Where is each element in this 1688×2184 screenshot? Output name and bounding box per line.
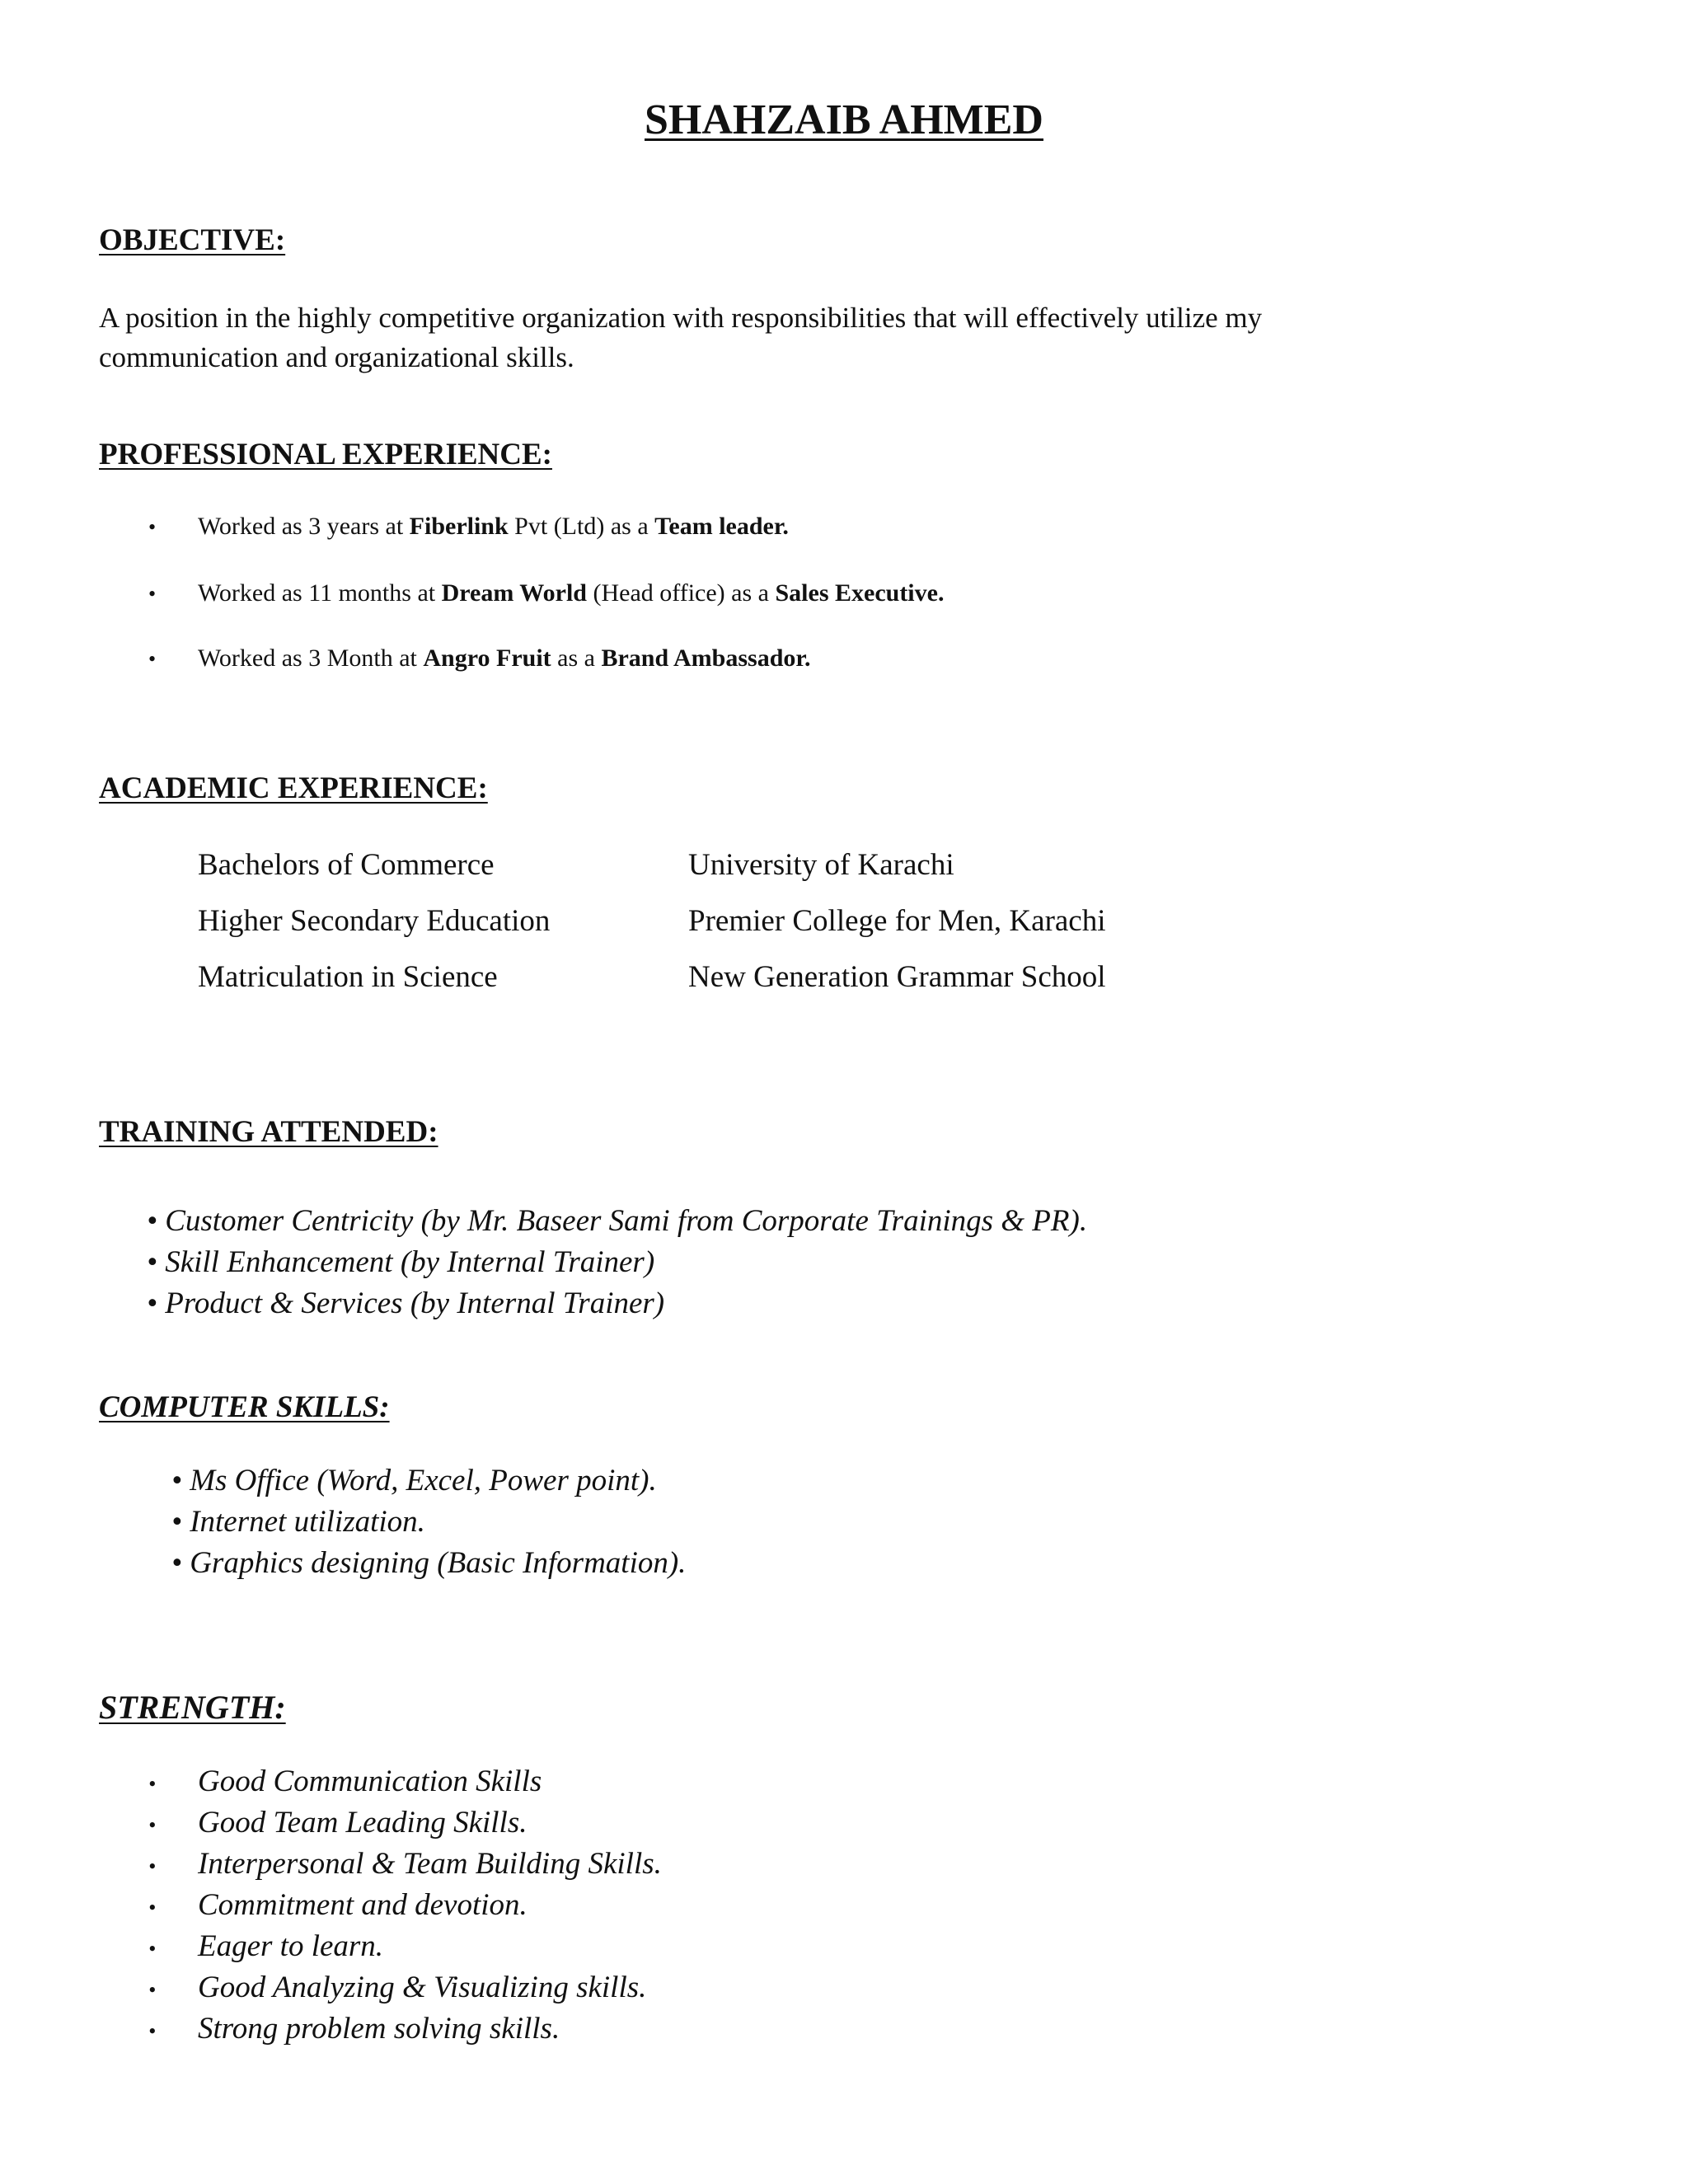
professional-experience-heading: PROFESSIONAL EXPERIENCE:: [99, 438, 552, 471]
bullet-icon: •: [148, 647, 157, 671]
experience-company: Angro Fruit: [423, 644, 551, 672]
training-item: • Customer Centricity (by Mr. Baseer Sami from Corporate Trainings & PR).: [147, 1204, 1088, 1238]
training-item: • Skill Enhancement (by Internal Trainer): [147, 1245, 655, 1279]
academic-institute: Premier College for Men, Karachi: [688, 904, 1106, 938]
computer-skill-item: • Graphics designing (Basic Information).: [171, 1546, 687, 1580]
strength-heading: STRENGTH:: [99, 1689, 286, 1726]
strength-text: Strong problem solving skills.: [198, 2012, 560, 2046]
resume-name: SHAHZAIB AHMED: [645, 96, 1043, 143]
objective-line-2: communication and organizational skills.: [99, 341, 574, 373]
experience-company: Fiberlink: [409, 513, 509, 540]
strength-item: [148, 1970, 646, 2005]
bullet-icon: •: [148, 1896, 157, 1919]
strength-item: [148, 2011, 560, 2046]
bullet-icon: •: [148, 2019, 157, 2043]
objective-line-1: A position in the highly competitive organization with responsibilities that will effectively utilize my: [99, 302, 1263, 334]
strength-text: Good Analyzing & Visualizing skills.: [198, 1971, 647, 2004]
strength-item: [148, 1929, 383, 1964]
bullet-icon: •: [148, 1854, 157, 1878]
experience-item: [148, 579, 944, 607]
strength-text: Eager to learn.: [198, 1929, 384, 1963]
training-item: • Product & Services (by Internal Trainer): [147, 1286, 665, 1320]
experience-text: Worked as 3 years at: [198, 513, 410, 540]
strength-item: [148, 1805, 527, 1840]
academic-degree: Matriculation in Science: [198, 960, 498, 994]
strength-item: [148, 1846, 662, 1882]
experience-company: Dream World: [441, 579, 587, 607]
experience-role: Sales Executive.: [775, 579, 945, 607]
experience-text: Pvt (Ltd) as a: [508, 513, 655, 540]
bullet-icon: •: [148, 582, 157, 606]
bullet-icon: •: [148, 1813, 157, 1837]
computer-skill-item: • Internet utilization.: [171, 1505, 425, 1539]
strength-text: Interpersonal & Team Building Skills.: [198, 1847, 662, 1881]
academic-degree: Higher Secondary Education: [198, 904, 551, 938]
bullet-icon: •: [148, 515, 157, 539]
strength-item: [148, 1764, 542, 1799]
objective-heading: OBJECTIVE:: [99, 223, 286, 257]
strength-text: Good Team Leading Skills.: [198, 1806, 528, 1840]
strength-item: [148, 1887, 528, 1923]
experience-text: as a: [551, 644, 602, 672]
academic-institute: University of Karachi: [688, 848, 954, 882]
computer-skills-heading: COMPUTER SKILLS:: [99, 1390, 390, 1424]
experience-text: (Head office) as a: [586, 579, 776, 607]
bullet-icon: •: [148, 1937, 157, 1961]
experience-text: Worked as 11 months at: [198, 579, 442, 607]
computer-skill-item: • Ms Office (Word, Excel, Power point).: [171, 1464, 657, 1497]
experience-role: Brand Ambassador.: [601, 644, 811, 672]
experience-item: [148, 513, 789, 541]
academic-degree: Bachelors of Commerce: [198, 848, 495, 882]
academic-experience-heading: ACADEMIC EXPERIENCE:: [99, 771, 488, 805]
experience-item: [148, 644, 810, 673]
academic-institute: New Generation Grammar School: [688, 960, 1106, 994]
strength-text: Good Communication Skills: [198, 1765, 542, 1798]
bullet-icon: •: [148, 1978, 157, 2002]
experience-text: Worked as 3 Month at: [198, 644, 424, 672]
bullet-icon: •: [148, 1772, 157, 1796]
strength-text: Commitment and devotion.: [198, 1888, 528, 1922]
experience-role: Team leader.: [654, 513, 789, 540]
training-heading: TRAINING ATTENDED:: [99, 1115, 438, 1149]
